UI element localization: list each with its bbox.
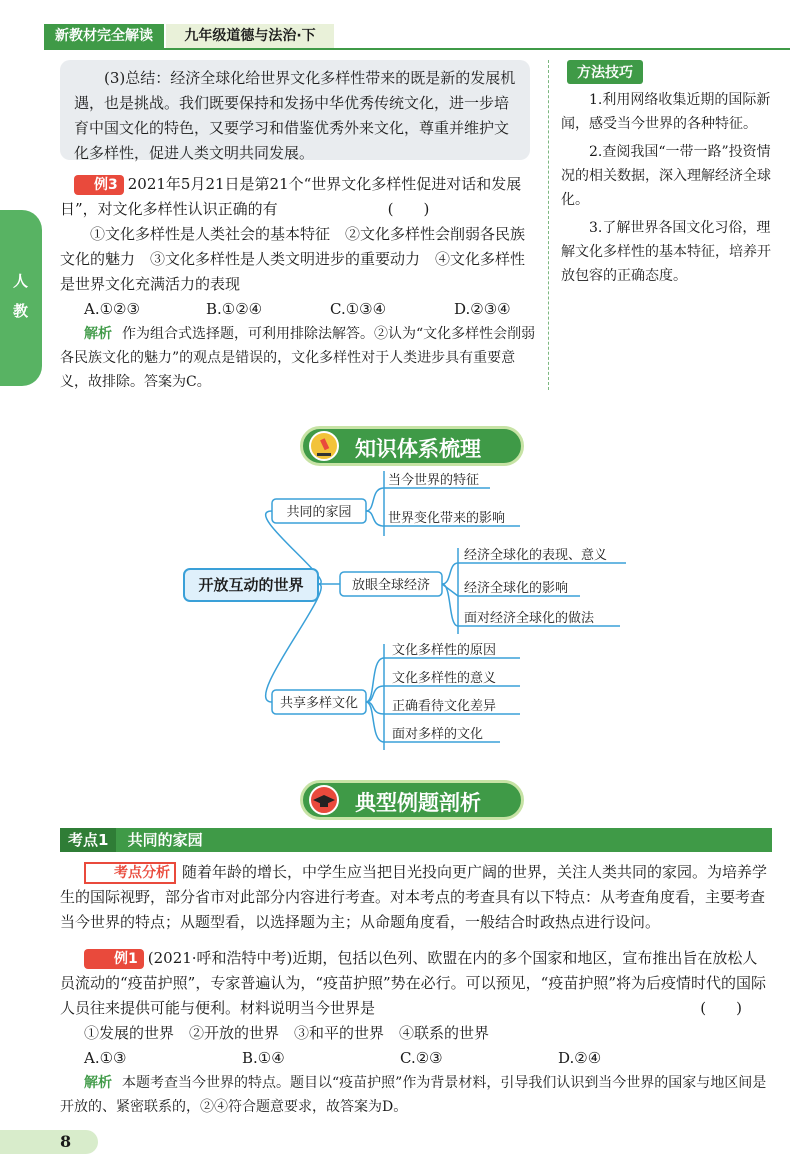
example-3-option-c: C.①③④ [330, 300, 387, 318]
summary-box [60, 60, 530, 160]
kaodian-title: 共同的家园 [127, 831, 203, 849]
example-3 [60, 172, 536, 394]
example-3-option-b: B.①②④ [206, 300, 263, 318]
mindmap-leaf-2-1: 经济全球化的表现、意义 [464, 548, 608, 563]
mindmap-root: 开放互动的世界 [198, 576, 304, 594]
example-3-analysis: 作为组合式选择题，可利用排除法解答。②认为“文化多样性会削弱各民族文化的魅力”的观点是错误的，文化多样性对于人类进步具有重要意义，故排除。答案为C。 [60, 326, 536, 390]
book-title: 新教材完全解读 [44, 24, 164, 48]
mindmap-leaf-3-2: 文化多样性的意义 [392, 671, 497, 686]
tips-item-3: 3.了解世界各国文化习俗，理解文化多样性的基本特征，培养开放包容的正确态度。 [561, 220, 771, 284]
header-rule [44, 48, 790, 50]
section-banner-knowledge [300, 426, 524, 466]
side-tab-char-2: 教 [13, 302, 29, 320]
example-1-option-a: A.①③ [84, 1049, 127, 1067]
example-3-badge: 例3 [74, 175, 124, 195]
subject-title: 九年级道德与法治·下 [166, 24, 334, 48]
edition-side-tab [0, 210, 42, 386]
mindmap-leaf-1-2: 世界变化带来的影响 [388, 511, 506, 526]
tips-item-1: 1.利用网络收集近期的国际新闻，感受当今世界的各种特征。 [561, 92, 771, 132]
example-1-option-d: D.②④ [558, 1049, 602, 1067]
example-1-badge: 例1 [84, 949, 144, 969]
example-1-analysis-label: 解析 [84, 1075, 112, 1091]
example-3-stem: 2021年5月21日是第21个“世界文化多样性促进对话和发展日”，对文化多样性认识正确的有 [60, 175, 522, 218]
kaodian-label: 考点1 [60, 828, 116, 852]
section-title-knowledge: 知识体系梳理 [355, 437, 481, 461]
mindmap-leaf-3-1: 文化多样性的原因 [392, 643, 497, 658]
microscope-icon [309, 431, 339, 461]
mindmap-leaf-1-1: 当今世界的特征 [388, 473, 480, 488]
example-1-statements: ①发展的世界 ②开放的世界 ③和平的世界 ④联系的世界 [84, 1024, 490, 1042]
example-1 [60, 946, 772, 1119]
example-3-option-a: A.①②③ [84, 300, 140, 318]
mindmap-leaf-2-2: 经济全球化的影响 [464, 581, 569, 596]
mind-map [180, 466, 650, 756]
page-number: 8 [60, 1132, 72, 1151]
example-1-option-b: B.①④ [242, 1049, 285, 1067]
mindmap-leaf-2-3: 面对经济全球化的做法 [464, 611, 595, 626]
kaodian-bar [60, 828, 772, 852]
mindmap-branch-2: 放眼全球经济 [351, 578, 431, 593]
mindmap-branch-1: 共同的家园 [286, 505, 352, 520]
page-number-tab [0, 1130, 98, 1154]
mindmap-leaf-3-3: 正确看待文化差异 [392, 699, 497, 714]
kaodian-analysis-text: 随着年龄的增长，中学生应当把目光投向更广阔的世界，关注人类共同的家园。为培养学生的国际视野，部分省市对此部分内容进行考查。对本考点的考查具有以下特点：从考查角度看，主要考查当今世界的特点；从题型看，以选择题为主；从命题角度看，一般结合时政热点进行设问。 [60, 863, 768, 931]
example-3-analysis-label: 解析 [84, 326, 112, 342]
section-banner-examples [300, 780, 524, 820]
example-3-bracket: ( ) [387, 200, 430, 218]
example-3-option-d: D.②③④ [454, 300, 511, 318]
graduation-cap-icon [309, 785, 339, 815]
kaodian-analysis [60, 860, 772, 935]
mindmap-branch-3: 共享多样文化 [279, 696, 359, 711]
side-tab-char-1: 人 [13, 272, 29, 290]
tips-title: 方法技巧 [567, 60, 643, 84]
example-1-stem: (2021·呼和浩特中考)近期，包括以色列、欧盟在内的多个国家和地区，宣布推出旨在放松人员流动的“疫苗护照”，专家普遍认为，“疫苗护照”势在必行。可以预见，“疫苗护照”将为后疫情时代的国际人员往来提供可能与便利。材料说明当今世界是 [60, 949, 767, 1017]
example-1-bracket: ( ) [700, 999, 742, 1017]
example-3-statements: ①文化多样性是人类社会的基本特征 ②文化多样性会削弱各民族文化的魅力 ③文化多样性是人类文明进步的重要动力 ④文化多样性是世界文化充满活力的表现 [60, 225, 526, 293]
example-1-option-c: C.②③ [400, 1049, 443, 1067]
mindmap-leaf-3-4: 面对多样的文化 [392, 727, 484, 742]
summary-text: (3)总结：经济全球化给世界文化多样性带来的既是新的发展机遇，也是挑战。我们既要保持和发扬中华优秀传统文化，进一步培育中国文化的特色，又要学习和借鉴优秀外来文化，尊重并维护文化多样性，促进人类文明共同发展。 [74, 69, 516, 162]
tips-item-2: 2.查阅我国“一带一路”投资情况的相关数据，深入理解经济全球化。 [561, 144, 771, 208]
section-title-examples: 典型例题剖析 [355, 791, 481, 815]
example-1-analysis: 本题考查当今世界的特点。题目以“疫苗护照”作为背景材料，引导我们认识到当今世界的国家与地区间是开放的、紧密联系的，②④符合题意要求，故答案为D。 [60, 1075, 767, 1115]
kaodian-analysis-label: 考点分析 [84, 862, 176, 884]
method-tips-box [548, 60, 778, 390]
